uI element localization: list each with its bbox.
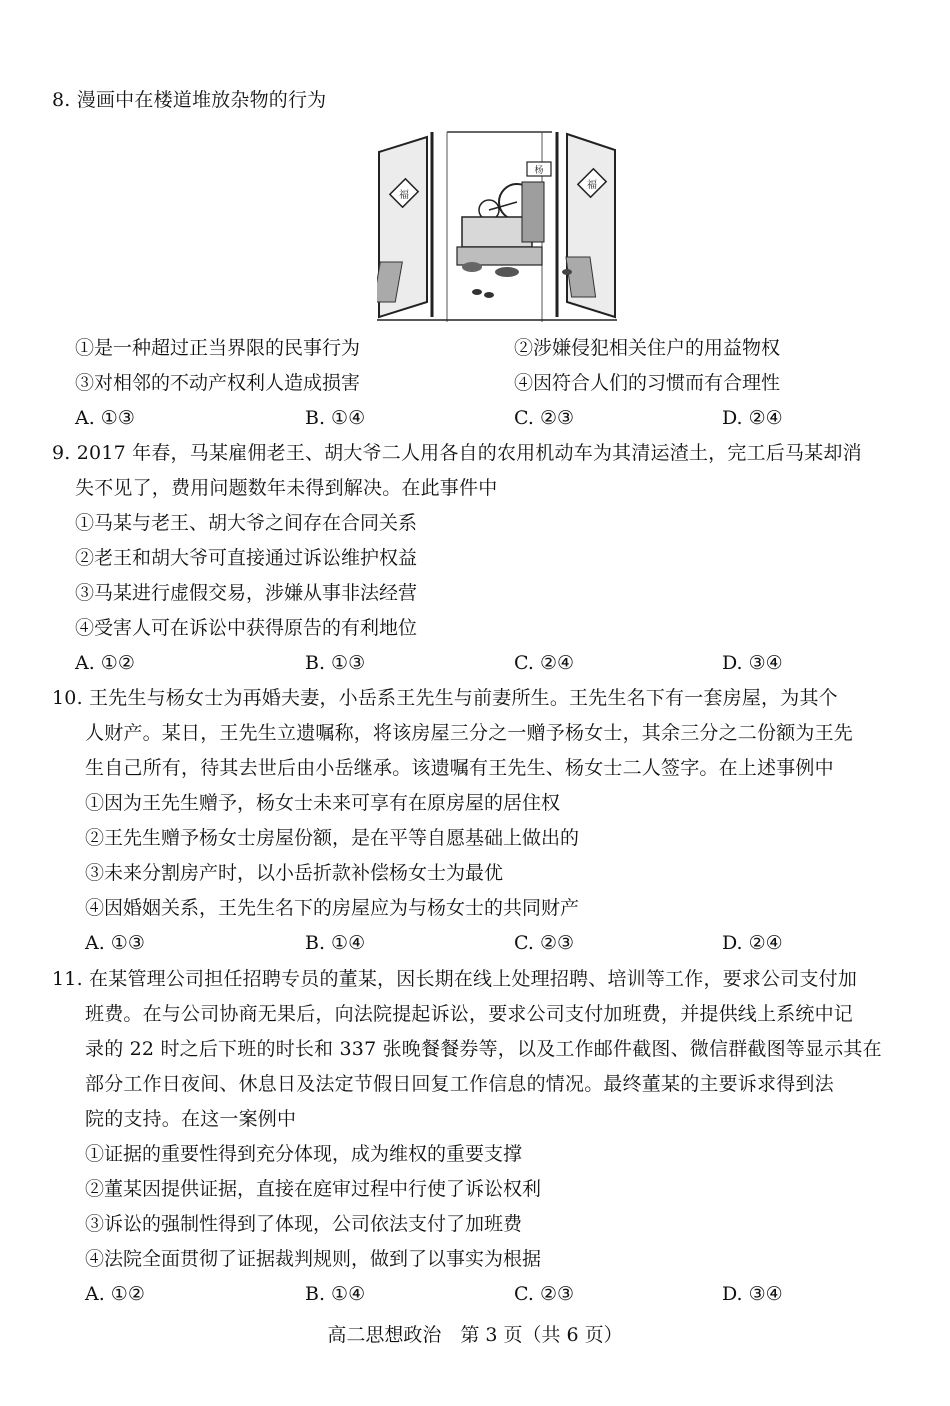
q10-stem-line-3: 生自己所有，待其去世后由小岳继承。该遗嘱有王先生、杨女士二人签字。在上述事例中: [85, 757, 834, 779]
q11-item-4: ④法院全面贯彻了证据裁判规则，做到了以事实为根据: [85, 1248, 542, 1270]
box-label: 杨: [534, 166, 544, 176]
q9-option-c: C. ②④: [514, 652, 575, 674]
q9-option-a: A. ①②: [75, 652, 135, 674]
q11-stem-line-2: 班费。在与公司协商无果后，向法院提起诉讼，要求公司支付加班费，并提供线上系统中记: [85, 1003, 854, 1025]
page-footer: 高二思想政治 第 3 页（共 6 页）: [327, 1324, 623, 1346]
door-sign-left: 福: [399, 190, 409, 201]
q11-item-1: ①证据的重要性得到充分体现，成为维权的重要支撑: [85, 1143, 523, 1165]
q10-option-b: B. ①④: [305, 932, 366, 954]
q10-option-d: D. ②④: [722, 932, 783, 954]
q8-option-b: B. ①④: [305, 407, 366, 429]
q9-item-1: ①马某与老王、胡大爷之间存在合同关系: [75, 512, 418, 534]
q9-option-d: D. ③④: [722, 652, 783, 674]
q10-stem-line-1: 10. 王先生与杨女士为再婚夫妻，小岳系王先生与前妻所生。王先生名下有一套房屋，为其个: [52, 687, 838, 709]
q11-item-3: ③诉讼的强制性得到了体现，公司依法支付了加班费: [85, 1213, 523, 1235]
q9-item-2: ②老王和胡大爷可直接通过诉讼维护权益: [75, 547, 418, 569]
door-sign-right: 福: [587, 180, 597, 191]
q8-item-1: ①是一种超过正当界限的民事行为: [75, 337, 361, 359]
q11-stem-line-3: 录的 22 时之后下班的时长和 337 张晚餐餐券等，以及工作邮件截图、微信群截图等显示其在: [85, 1038, 882, 1060]
q8-item-2: ②涉嫌侵犯相关住户的用益物权: [514, 337, 781, 359]
q11-stem-line-4: 部分工作日夜间、休息日及法定节假日回复工作信息的情况。最终董某的主要诉求得到法: [85, 1073, 834, 1095]
q10-option-a: A. ①③: [85, 932, 145, 954]
q11-item-2: ②董某因提供证据，直接在庭审过程中行使了诉讼权利: [85, 1178, 542, 1200]
q8-item-3: ③对相邻的不动产权利人造成损害: [75, 372, 361, 394]
q11-option-a: A. ①②: [85, 1283, 145, 1305]
q11-stem-line-5: 院的支持。在这一案例中: [85, 1108, 297, 1130]
q10-option-c: C. ②③: [514, 932, 575, 954]
q9-item-3: ③马某进行虚假交易，涉嫌从事非法经营: [75, 582, 418, 604]
q8-item-4: ④因符合人们的习惯而有合理性: [514, 372, 781, 394]
hallway-clutter-comic: [377, 122, 617, 322]
q8-option-d: D. ②④: [722, 407, 783, 429]
q9-option-b: B. ①③: [305, 652, 366, 674]
q11-option-d: D. ③④: [722, 1283, 783, 1305]
q10-item-1: ①因为王先生赠予，杨女士未来可享有在原房屋的居住权: [85, 792, 561, 814]
q11-option-c: C. ②③: [514, 1283, 575, 1305]
q9-item-4: ④受害人可在诉讼中获得原告的有利地位: [75, 617, 418, 639]
q9-stem-line-2: 失不见了，费用问题数年未得到解决。在此事件中: [75, 477, 498, 499]
q10-item-4: ④因婚姻关系，王先生名下的房屋应为与杨女士的共同财产: [85, 897, 580, 919]
q8-option-a: A. ①③: [75, 407, 135, 429]
q10-item-3: ③未来分割房产时，以小岳折款补偿杨女士为最优: [85, 862, 504, 884]
q10-stem-line-2: 人财产。某日，王先生立遗嘱称，将该房屋三分之一赠予杨女士，其余三分之二份额为王先: [85, 722, 854, 744]
q11-option-b: B. ①④: [305, 1283, 366, 1305]
q10-item-2: ②王先生赠予杨女士房屋份额，是在平等自愿基础上做出的: [85, 827, 580, 849]
q9-stem-line-1: 9. 2017 年春，马某雇佣老王、胡大爷二人用各自的农用机动车为其清运渣土，完工后马某却消: [52, 442, 862, 464]
q8-option-c: C. ②③: [514, 407, 575, 429]
q11-stem-line-1: 11. 在某管理公司担任招聘专员的董某，因长期在线上处理招聘、培训等工作，要求公司支付加: [52, 968, 858, 990]
q8-stem: 8. 漫画中在楼道堆放杂物的行为: [52, 89, 327, 111]
